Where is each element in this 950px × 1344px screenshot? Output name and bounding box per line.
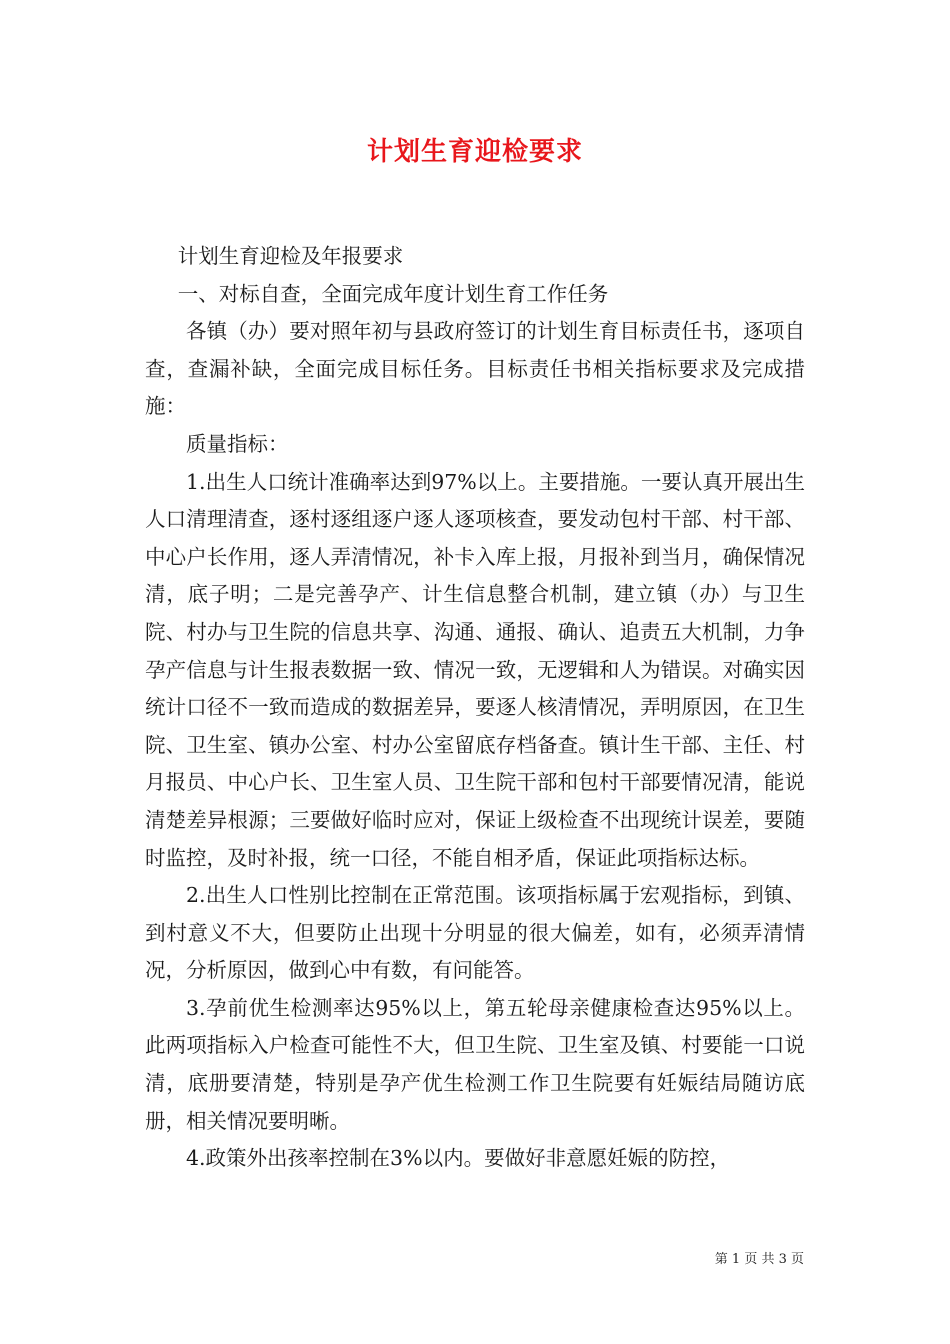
paragraph-item-1: 1.出生人口统计准确率达到97%以上。主要措施。一要认真开展出生人口清理清查，逐村逐组逐户逐人逐项核查，要发动包村干部、村干部、中心户长作用，逐人弄清情况，补卡入库上报，月报补到当月，确保情况清，底子明；二是完善孕产、计生信息整合机制，建立镇（办）与卫生院、村办与卫生院的信息共享、沟通、通报、确认、追责五大机制，力争孕产信息与计生报表数据一致、情况一致，无逻辑和人为错误。对确实因统计口径不一致而造成的数据差异，要逐人核清情况，弄明原因，在卫生院、卫生室、镇办公室、村办公室留底存档备查。镇计生干部、主任、村月报员、中心户长、卫生室人员、卫生院干部和包村干部要情况清，能说清楚差异根源；三要做好临时应对，保证上级检查不出现统计误差，要随时监控，及时补报，统一口径，不能自相矛盾，保证此项指标达标。 xyxy=(145,469,805,870)
page-footer: 第 1 页 共 3 页 xyxy=(714,1252,804,1267)
paragraph-quality-heading: 质量指标： xyxy=(186,431,289,456)
paragraph-item-2: 2.出生人口性别比控制在正常范围。该项指标属于宏观指标，到镇、到村意义不大，但要防止出现十分明显的很大偏差，如有，必须弄清情况，分析原因，做到心中有数，有问能答。 xyxy=(145,883,805,983)
document-title: 计划生育迎检要求 xyxy=(366,137,583,167)
paragraph-section-heading: 一、对标自查，全面完成年度计划生育工作任务 xyxy=(177,281,609,306)
paragraph-item-3: 3.孕前优生检测率达95%以上，第五轮母亲健康检查达95%以上。此两项指标入户检查可能性不大，但卫生院、卫生室及镇、村要能一口说清，底册要清楚，特别是孕产优生检测工作卫生院要有妊娠结局随访底册，相关情况要明晰。 xyxy=(145,995,805,1133)
document-body xyxy=(145,238,805,1178)
paragraph-subtitle: 计划生育迎检及年报要求 xyxy=(177,244,404,268)
paragraph-intro: 各镇（办）要对照年初与县政府签订的计划生育目标责任书，逐项自查，查漏补缺，全面完成目标任务。目标责任书相关指标要求及完成措施： xyxy=(145,319,805,419)
paragraph-item-4: 4.政策外出孩率控制在3%以内。要做好非意愿妊娠的防控， xyxy=(186,1146,731,1171)
